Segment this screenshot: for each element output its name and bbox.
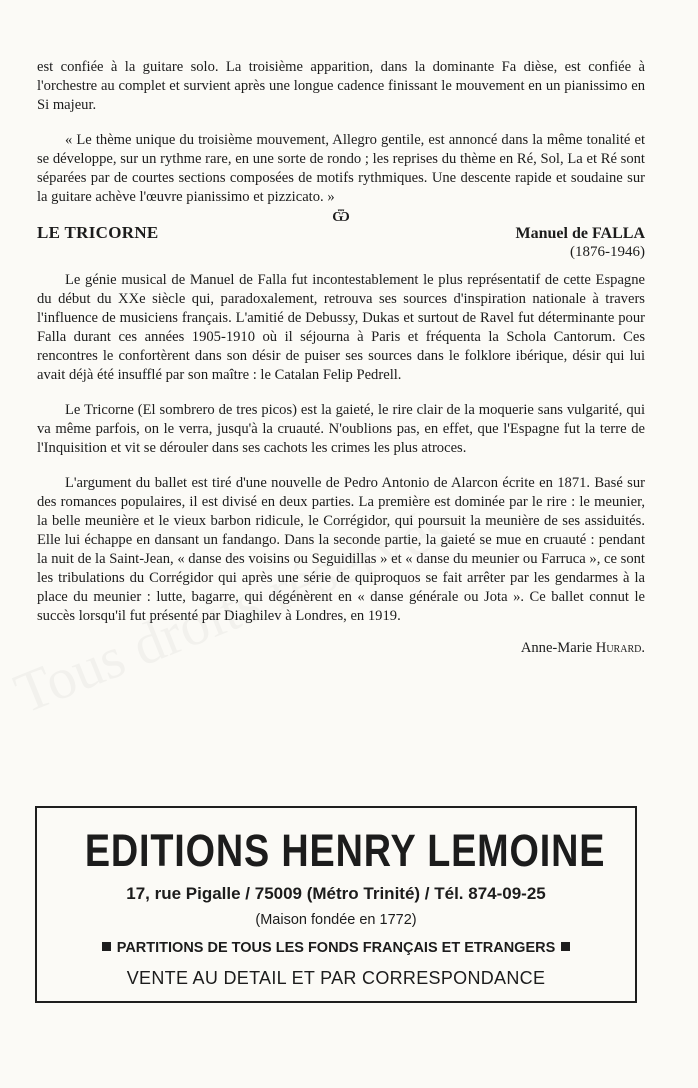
signature-name: Anne-Marie	[520, 640, 593, 656]
paragraph-body-3: L'argument du ballet est tiré d'une nouvelle de Pedro Antonio de Alarcon écrite en 1871. Basé sur des romances populaires, il est divisé en deux parties. La première est dominée par le rire : le meunier, la belle meunière et le vieux barbon ridicule, le Corrégidor, qui poursuit la meunière de ses assiduités. Elle lui échappe en dansant un fandango. Dans la seconde partie, la gaieté se mue en cruauté : pendant la nuit de la Saint-Jean, « danse des voisins ou Seguidillas » et « danse du meunier ou Farruca », ce sont les tribulations du Corrégidor qui après une série de quiproquos se fait arrêter par les gendarmes à la place du meunier : lutte, bagarre, qui dégénèrent en « danse générale ou Jota ». Ce ballet connut le succès lorsqu'il fut présenté par Diaghilev à Londres, en 1919.	[37, 475, 645, 624]
composer-name: Manuel de FALLA	[515, 225, 645, 242]
section-heading	[37, 223, 645, 243]
paragraph-body-2: Le Tricorne (El sombrero de tres picos) est la gaieté, le rire clair de la moquerie sans vulgarité, qui va même parfois, on le verra, jusqu'à la cruauté. N'oublions pas, en effet, que l'Espagne fut la terre de l'Inquisition et vit se dérouler dans ses cachots les crimes les plus atroces.	[37, 402, 645, 456]
ad-title: EDITIONS HENRY LEMOINE	[84, 825, 606, 876]
signature-surname: Hurard.	[595, 640, 645, 656]
ad-address: 17, rue Pigalle / 75009 (Métro Trinité) / Tél. 874-09-25	[126, 884, 546, 903]
signature	[37, 640, 645, 657]
square-bullet-icon	[561, 942, 570, 951]
section-title: LE TRICORNE	[37, 223, 159, 242]
ad-founded: (Maison fondée en 1772)	[255, 912, 417, 928]
ad-scores-line	[37, 940, 635, 956]
paragraph-top-2: « Le thème unique du troisième mouvement, Allegro gentile, est annoncé dans la même tonalité et se développe, sur un rythme rare, en une sorte de rondo ; les reprises du thème en Ré, Sol, La et Ré sont séparées par de courtes sections composées de motifs rythmiques. Une descente rapide et soudaine sur la guitare achève l'œuvre pianissimo et pizzicato. »	[37, 132, 645, 205]
paragraph-body-1: Le génie musical de Manuel de Falla fut incontestablement le plus représentatif de cette Espagne du début du XXe siècle qui, paradoxalement, retrouva ses sources d'inspiration nationale à travers l'influence de musiciens français. L'amitié de Debussy, Dukas et surtout de Ravel fut déterminante pour Falla durant ces années 1905-1910 où il séjourna à Paris et fréquenta la Schola Cantorum. Ces rencontres le confortèrent dans son désir de puiser ses sources dans le folklore ibérique, désir qui lui avait déjà été insufflé par son maître : le Catalan Felip Pedrell.	[37, 272, 645, 383]
document-page	[37, 58, 645, 657]
ad-sale-line: VENTE AU DETAIL ET PAR CORRESPONDANCE	[126, 968, 546, 988]
composer-dates: (1876-1946)	[570, 244, 645, 260]
publisher-advertisement	[35, 806, 637, 1003]
paragraph-top-1: est confiée à la guitare solo. La troisième apparition, dans la dominante Fa dièse, est confiée à l'orchestre au complet et survient après une longue cadence finissant le mouvement en un pianissimo en Si majeur.	[37, 59, 645, 113]
ornament-icon: Ѿ	[332, 210, 350, 225]
square-bullet-icon	[102, 942, 111, 951]
ad-scores-text: PARTITIONS DE TOUS LES FONDS FRANÇAIS ET ETRANGERS	[116, 940, 556, 956]
